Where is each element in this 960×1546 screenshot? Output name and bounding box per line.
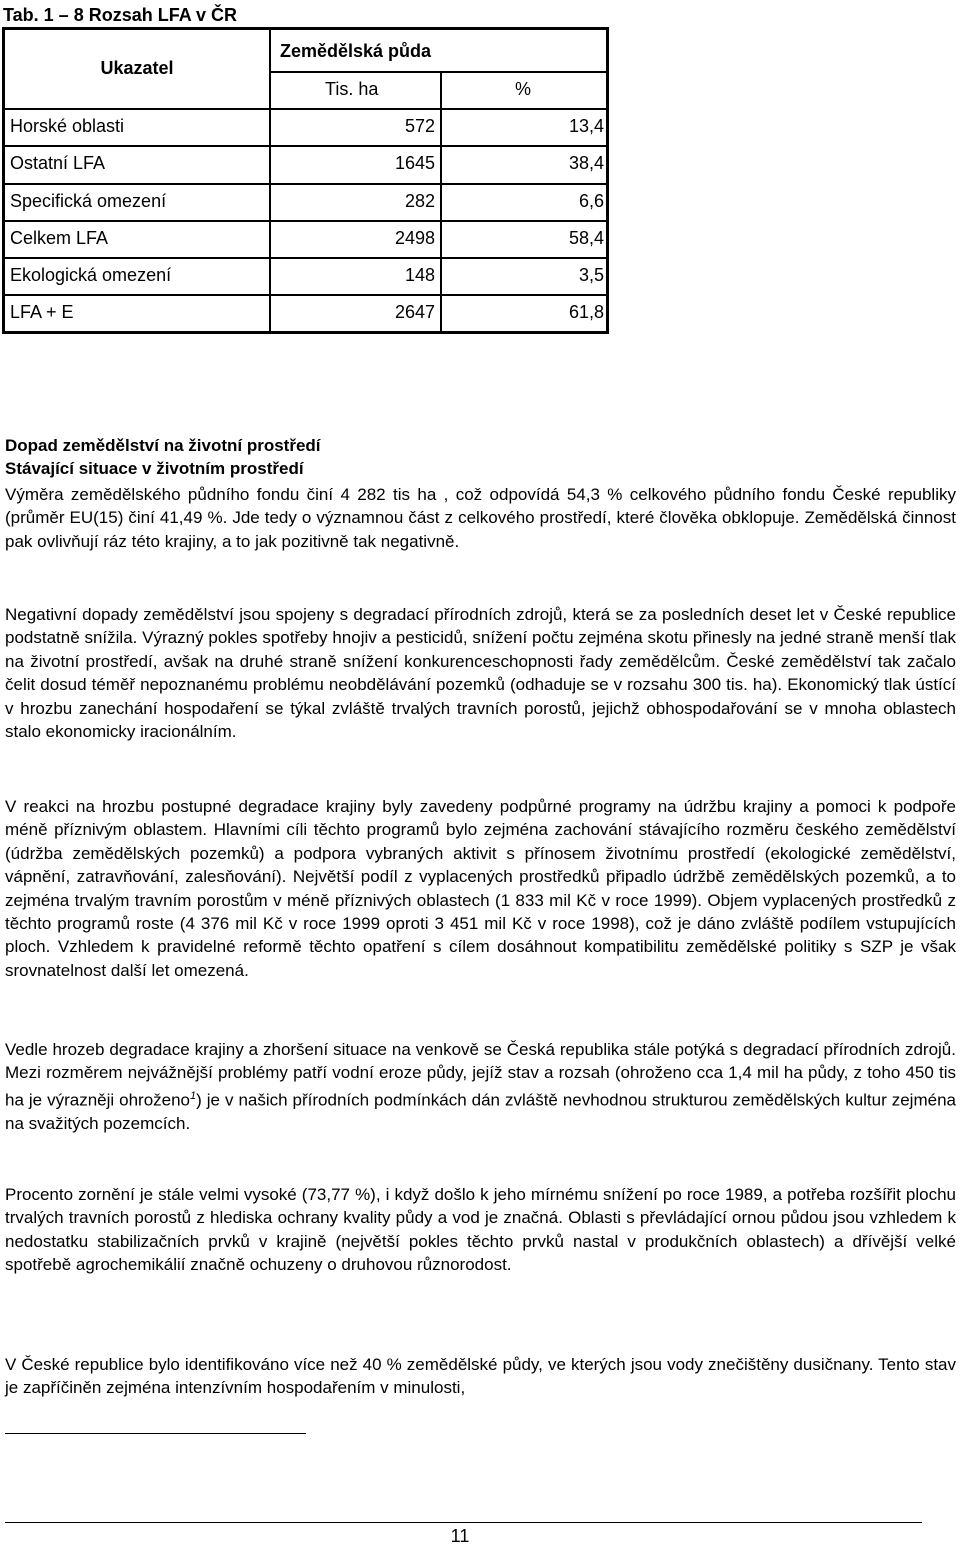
table-divider-horizontal xyxy=(5,294,609,296)
paragraph xyxy=(5,1038,956,1135)
paragraph: V reakci na hrozbu postupné degradace krajiny byly zavedeny podpůrné programy na údržbu krajiny a pomoci k podpoře méně příznivým oblastem. Hlavními cíli těchto programů bylo zejména zachování stávajícího rozměru českého zemědělství (údržba zemědělských pozemků) a podpora vybraných aktivit s přínosem životnímu prostředí (ekologické zemědělství, vápnění, zatravňování, zalesňování). Největší podíl z vyplacených prostředků připadlo údržbě zemědělských pozemků, a to zejména trvalým travním porostům v méně příznivých oblastech (1 833 mil Kč v roce 1999). Objem vyplacených prostředků z těchto programů roste (4 376 mil Kč v roce 1999 oproti 3 451 mil Kč v roce 1998), což je dáno zvláště podílem vstupujících ploch. Vzhledem k pravidelné reformě těchto opatření s cílem dosáhnout kompatibilitu zemědělské politiky s SZP je však srovnatelnost další let omezená. xyxy=(5,797,956,980)
footnote-reference[interactable]: 1 xyxy=(190,1089,197,1102)
table-cell-pct: 3,5 xyxy=(578,265,604,285)
footer-rule xyxy=(5,1522,922,1523)
table-header-indicator: Ukazatel xyxy=(100,58,174,78)
table-cell-ha: 1645 xyxy=(394,153,435,173)
table-cell-ha: 282 xyxy=(404,191,435,211)
table-row-label: Celkem LFA xyxy=(10,228,109,248)
table-cell-ha: 148 xyxy=(404,265,435,285)
table-cell-pct: 6,6 xyxy=(578,191,604,211)
table-divider-horizontal xyxy=(269,71,609,73)
table-header-group: Zemědělská půda xyxy=(280,41,432,61)
table-row-label: LFA + E xyxy=(10,302,74,322)
table-divider-horizontal xyxy=(5,220,609,222)
table-cell-pct: 61,8 xyxy=(568,302,604,322)
paragraph: Negativní dopady zemědělství jsou spojeny s degradací přírodních zdrojů, která se za posledních deset let v České republice podstatně snížila. Výrazný pokles spotřeby hnojiv a pesticidů, snížení počtu zejména skotu přinesly na jedné straně menší tlak na životní prostředí, avšak na druhé straně snížení konkurenceschopnosti řady zemědělcům. České zemědělství tak začalo čelit dosud téměř nepoznanému problému neobdělávání pozemků (odhaduje se v rozsahu 300 tis. ha). Ekonomický tlak ústící v hrozbu zanechání hospodaření se týkal zvláště trvalých travních porostů, jejichž obhospodařování se v mnoha oblastech stalo ekonomicky iracionálním. xyxy=(5,605,956,742)
table-cell-ha: 572 xyxy=(404,116,435,136)
section-subtitle: Stávající situace v životním prostředí xyxy=(5,459,304,478)
table-row-label: Ekologická omezení xyxy=(10,265,172,285)
table-cell-pct: 58,4 xyxy=(568,228,604,248)
paragraph: Procento zornění je stále velmi vysoké (73,77 %), i když došlo k jeho mírnému snížení po roce 1989, a potřeba rozšířit plochu trvalých travních porostů z hlediska ochrany kvality půdy a vod je značná. Oblasti s převládající ornou půdou jsou vzhledem k nedostatku stabilizačních prvků v krajině (největší pokles těchto prvků nastal v produkčních oblastech) a dřívější velké spotřebě agrochemikálií značně ochuzeny o druhovou různorodost. xyxy=(5,1185,956,1275)
table-header-unit-ha: Tis. ha xyxy=(325,79,379,99)
table-caption: Tab. 1 – 8 Rozsah LFA v ČR xyxy=(3,5,238,25)
section-title: Dopad zemědělství na životní prostředí xyxy=(5,436,321,455)
table-cell-pct: 13,4 xyxy=(568,116,604,136)
table-divider-horizontal xyxy=(5,257,609,259)
page-number: 11 xyxy=(450,1526,470,1546)
table-divider-horizontal xyxy=(5,108,609,110)
table-row-label: Specifická omezení xyxy=(10,191,167,211)
table-divider-horizontal xyxy=(5,183,609,185)
paragraph-text: ) je v našich přírodních podmínkách dán zvláště nevhodnou strukturou zemědělských kultur zejména na svažitých pozemcích. xyxy=(5,1090,956,1133)
table-row-label: Horské oblasti xyxy=(10,116,125,136)
table-header-unit-pct: % xyxy=(515,79,532,99)
table-cell-ha: 2498 xyxy=(394,228,435,248)
table-cell-pct: 38,4 xyxy=(568,153,604,173)
table-row-label: Ostatní LFA xyxy=(10,153,106,173)
footnote-separator xyxy=(5,1433,306,1434)
paragraph: Výměra zemědělského půdního fondu činí 4 282 tis ha , což odpovídá 54,3 % celkového půdního fondu České republiky (průměr EU(15) činí 41,49 %. Jde tedy o významnou část z celkového prostředí, které člověka obklopuje. Zemědělská činnost pak ovlivňují ráz této krajiny, a to jak pozitivně tak negativně. xyxy=(5,485,956,551)
lfa-table xyxy=(2,27,609,334)
table-divider-horizontal xyxy=(5,145,609,147)
paragraph-text: Vedle hrozeb degradace krajiny a zhoršení situace na venkově se Česká republika stále potýká s degradací přírodních zdrojů. Mezi rozměrem nejvážnější problémy patří vodní eroze půdy, jejíž stav a rozsah (ohroženo cca 1,4 mil ha půdy, z toho 450 tis ha je výrazněji ohroženo xyxy=(5,1040,956,1110)
paragraph: V České republice bylo identifikováno více než 40 % zemědělské půdy, ve kterých jsou vody znečištěny dusičnany. Tento stav je zapříčiněn zejména intenzívním hospodařením v minulosti, xyxy=(5,1355,956,1398)
table-cell-ha: 2647 xyxy=(394,302,435,322)
